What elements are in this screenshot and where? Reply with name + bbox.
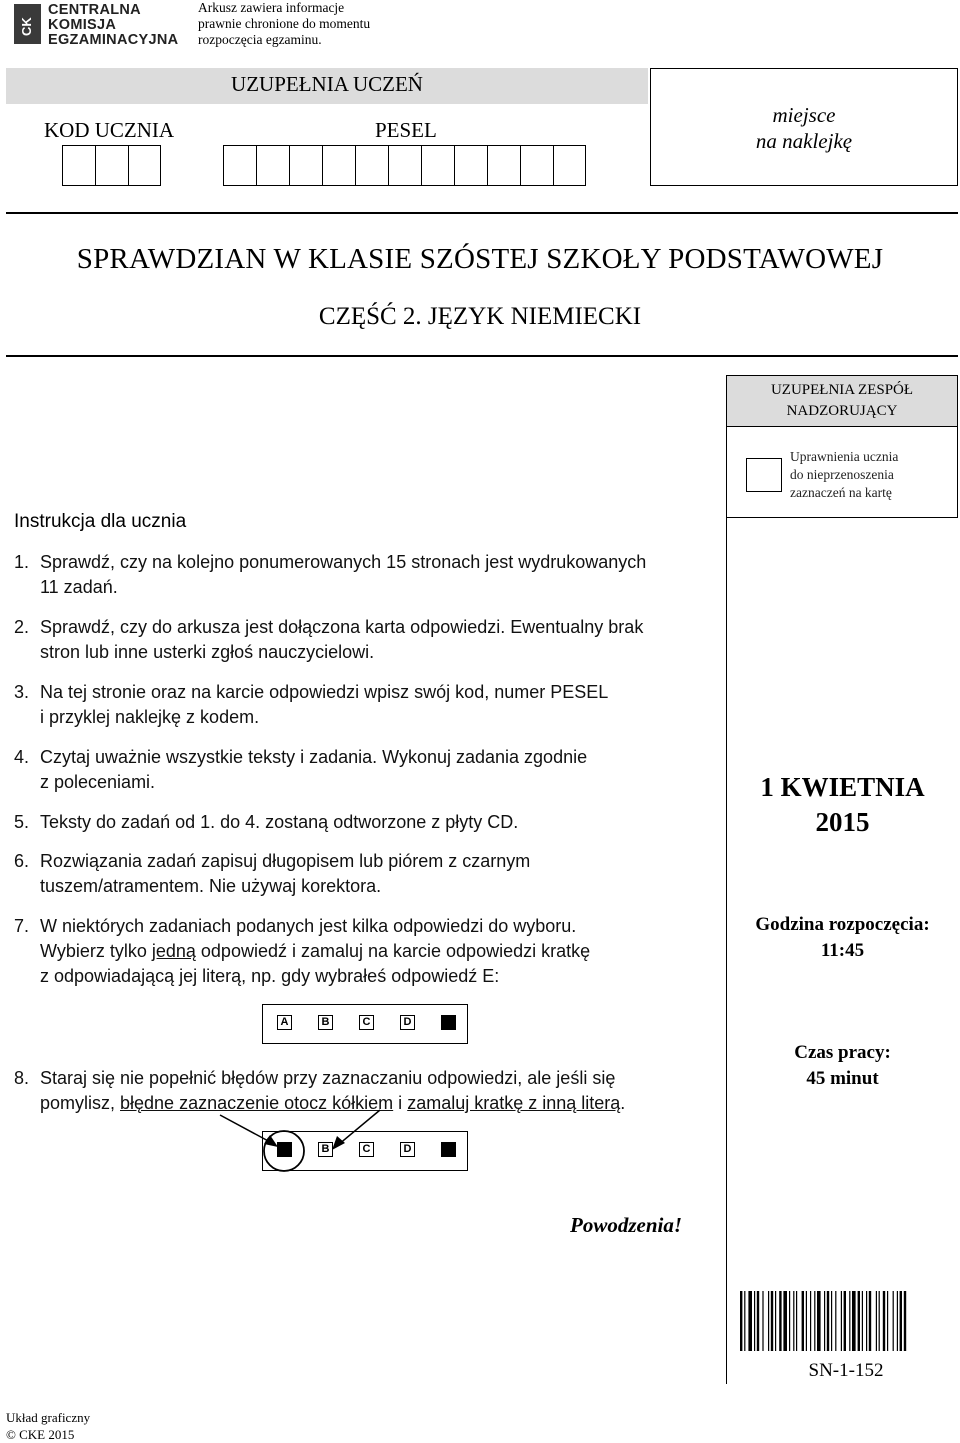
student-rights-label: Uprawnienia ucznia do nieprzenoszenia zaznaczeń na kartę: [790, 449, 899, 500]
option-e-filled: [441, 1015, 456, 1030]
exam-title: SPRAWDZIAN W KLASIE SZÓSTEJ SZKOŁY PODSTAWOWEJ: [76, 243, 884, 275]
pesel-cell[interactable]: [421, 145, 454, 186]
option-d: D: [400, 1015, 415, 1030]
sticker-placeholder: miejsce na naklejkę: [650, 68, 958, 186]
supervisors-fill-header: UZUPEŁNIA ZESPÓŁ NADZORUJĄCY: [726, 375, 958, 427]
duration: Czas pracy: 45 minut: [794, 1042, 891, 1089]
pesel-cell[interactable]: [388, 145, 421, 186]
pesel-cell[interactable]: [355, 145, 388, 186]
divider: [6, 355, 958, 357]
pesel-cell[interactable]: [322, 145, 355, 186]
exam-date: 1 KWIETNIA 2015: [760, 772, 925, 837]
instruction-item: 8. Staraj się nie popełnić błędów przy zaznaczaniu odpowiedzi, ale jeśli się pomylisz, błędne zaznaczenie otocz kółkiem i zamaluj kratkę z inną literą.: [14, 1068, 626, 1113]
instructions-heading: Instrukcja dla ucznia: [14, 511, 187, 532]
instruction-item: 4. Czytaj uważnie wszystkie teksty i zadania. Wykonuj zadania zgodnie z poleceniami.: [14, 747, 588, 792]
pesel-cell[interactable]: [553, 145, 586, 186]
good-luck: Powodzenia!: [570, 1213, 683, 1237]
option-a: A: [277, 1015, 292, 1030]
confidentiality-notice: Arkusz zawiera informacje prawnie chronione do momentu rozpoczęcia egzaminu.: [198, 0, 371, 47]
footer-credits: Układ graficzny © CKE 2015: [6, 1410, 91, 1442]
student-code-cell[interactable]: [62, 145, 95, 186]
instruction-item: 5. Teksty do zadań od 1. do 4. zostaną odtworzone z płyty CD.: [14, 812, 519, 832]
option-b: B: [318, 1142, 333, 1157]
student-rights-checkbox[interactable]: [746, 458, 782, 492]
example-answer-corrected: [262, 1131, 468, 1171]
option-c: C: [359, 1142, 374, 1157]
student-code-cell[interactable]: [95, 145, 128, 186]
barcode: [738, 1291, 954, 1351]
student-code-label: KOD UCZNIA: [44, 118, 175, 142]
pesel-cell[interactable]: [520, 145, 553, 186]
option-d: D: [400, 1142, 415, 1157]
instruction-item: 2. Sprawdź, czy do arkusza jest dołączona karta odpowiedzi. Ewentualny brak stron lub inne usterki zgłoś nauczycielowi.: [14, 617, 644, 662]
pesel-cell[interactable]: [256, 145, 289, 186]
divider: [6, 212, 958, 214]
start-time: Godzina rozpoczęcia: 11:45: [755, 914, 930, 961]
cke-logo-text: CENTRALNA KOMISJA EGZAMINACYJNA: [48, 2, 179, 48]
pesel-cell[interactable]: [223, 145, 256, 186]
pesel-cell[interactable]: [454, 145, 487, 186]
cke-logo-mark: CK: [14, 4, 41, 44]
student-code-field[interactable]: [62, 145, 161, 186]
exam-subtitle: CZĘŚĆ 2. JĘZYK NIEMIECKI: [318, 303, 642, 330]
option-b: B: [318, 1015, 333, 1030]
instruction-item: 6. Rozwiązania zadań zapisuj długopisem lub piórem z czarnym tuszem/atramentem. Nie używaj korektora.: [14, 851, 531, 896]
sheet-code: SN-1-152: [808, 1360, 884, 1381]
instruction-item: 7. W niektórych zadaniach podanych jest kilka odpowiedzi do wyboru. Wybierz tylko jedną odpowiedź i zamaluj na karcie odpowiedzi kratkę z odpowiadającą jej literą, np. gdy wybrałeś odpowiedź E:: [14, 916, 591, 986]
student-fill-label: UZUPEŁNIA UCZEŃ: [231, 72, 423, 96]
pesel-cell[interactable]: [289, 145, 322, 186]
instruction-item: 1. Sprawdź, czy na kolejno ponumerowanych 15 stronach jest wydrukowanych 11 zadań.: [14, 552, 647, 597]
pesel-label: PESEL: [375, 118, 437, 142]
pesel-cell[interactable]: [487, 145, 520, 186]
option-c: C: [359, 1015, 374, 1030]
option-e-filled: [441, 1142, 456, 1157]
example-answer-correct: [262, 1004, 468, 1044]
instruction-item: 3. Na tej stronie oraz na karcie odpowiedzi wpisz swój kod, numer PESEL i przyklej naklejkę z kodem.: [14, 682, 609, 727]
option-a-filled: [277, 1142, 292, 1157]
student-code-cell[interactable]: [128, 145, 161, 186]
pesel-field[interactable]: [223, 145, 586, 186]
